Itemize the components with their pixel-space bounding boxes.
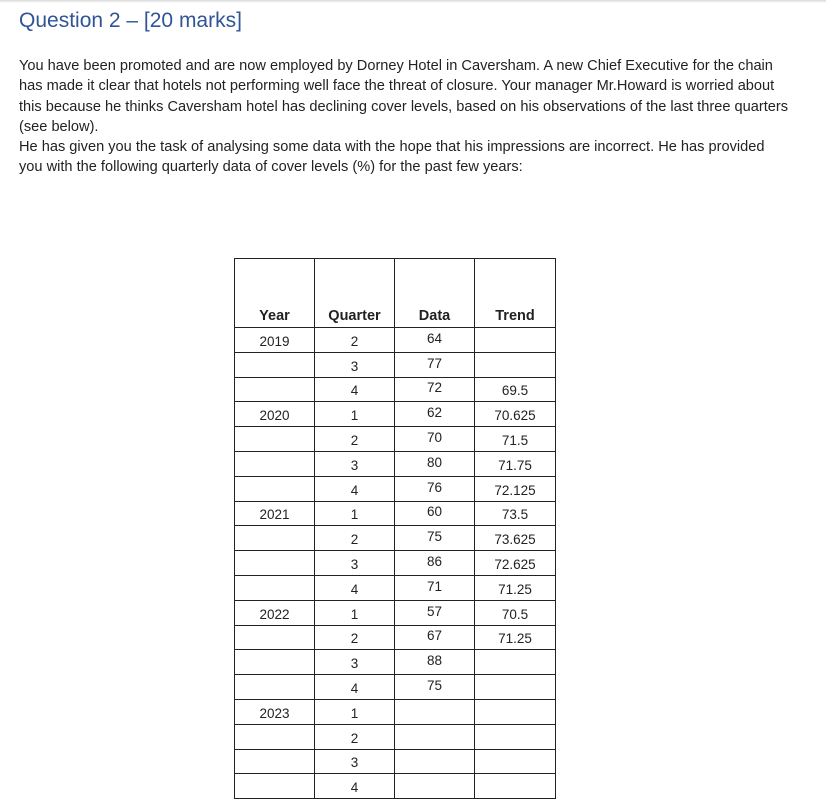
quarter-value: 3	[350, 556, 359, 572]
table-header-row	[235, 259, 556, 328]
data-value: 62	[426, 405, 443, 421]
cell-trend	[475, 724, 556, 749]
quarter-value: 2	[350, 730, 359, 746]
trend-value: 73.625	[494, 532, 536, 548]
year-value: 2023	[259, 705, 290, 721]
cell-data	[395, 600, 475, 625]
table-row	[235, 749, 556, 774]
data-value	[395, 744, 474, 749]
trend-value: 71.25	[498, 631, 532, 647]
year-value: 2021	[259, 507, 290, 523]
cell-quarter	[315, 551, 395, 576]
table-row	[235, 526, 556, 551]
data-value: 80	[426, 454, 443, 470]
data-value: 88	[426, 653, 443, 669]
cell-data	[395, 451, 475, 476]
cell-quarter	[315, 501, 395, 526]
data-value: 75	[426, 529, 443, 545]
cell-quarter	[315, 427, 395, 452]
data-value: 72	[426, 380, 443, 396]
cell-year	[235, 575, 315, 600]
trend-value: 72.625	[494, 556, 536, 572]
cell-data	[395, 352, 475, 377]
data-value	[395, 719, 474, 724]
question-heading: Question 2 – [20 marks]	[19, 9, 242, 32]
cell-trend	[475, 774, 556, 799]
data-value: 75	[426, 677, 443, 693]
table-row	[235, 551, 556, 576]
data-value	[395, 768, 474, 773]
quarter-value: 2	[350, 532, 359, 548]
quarter-value: 3	[350, 457, 359, 473]
cell-trend	[475, 427, 556, 452]
cell-trend	[475, 625, 556, 650]
cell-quarter	[315, 402, 395, 427]
year-value: 2019	[259, 333, 290, 349]
data-value: 64	[426, 330, 443, 346]
paragraph-intro: You have been promoted and are now employed by Dorney Hotel in Caversham. A new Chief Executive for the chain has made it clear that hotels not performing well face the threat of closure. Your manager Mr.Howard is worried about this because he thinks Caversham hotel has declining cover levels, based on his observations of the last three quarters (see below).	[19, 58, 789, 135]
cell-data	[395, 377, 475, 402]
year-value: 2022	[259, 606, 290, 622]
table-row	[235, 402, 556, 427]
cell-year	[235, 476, 315, 501]
quarter-value: 4	[350, 581, 359, 597]
data-value: 60	[426, 504, 443, 520]
cell-year	[235, 328, 315, 353]
cell-quarter	[315, 650, 395, 675]
cell-year	[235, 675, 315, 700]
quarter-value: 2	[350, 432, 359, 448]
cell-trend	[475, 650, 556, 675]
cell-trend	[475, 328, 556, 353]
table-row	[235, 600, 556, 625]
cell-quarter	[315, 600, 395, 625]
table-row	[235, 377, 556, 402]
quarter-value: 4	[350, 680, 359, 696]
cell-quarter	[315, 328, 395, 353]
cell-data	[395, 699, 475, 724]
table-row	[235, 675, 556, 700]
cell-trend	[475, 377, 556, 402]
header-trend: Trend	[475, 259, 556, 328]
trend-value: 73.5	[501, 507, 529, 523]
header-data: Data	[395, 259, 475, 328]
year-value	[235, 796, 314, 798]
table-row	[235, 724, 556, 749]
cell-data	[395, 749, 475, 774]
cell-year	[235, 625, 315, 650]
cell-data	[395, 402, 475, 427]
cell-quarter	[315, 352, 395, 377]
trend-value: 70.625	[494, 408, 536, 424]
paragraph-task: He has given you the task of analysing some data with the hope that his impressions are incorrect. He has provided you with the following quarterly data of cover levels (%) for the past few years:	[19, 139, 765, 176]
cell-year	[235, 402, 315, 427]
table-row	[235, 625, 556, 650]
cell-year	[235, 724, 315, 749]
table-row	[235, 699, 556, 724]
data-value: 70	[426, 429, 443, 445]
cell-trend	[475, 476, 556, 501]
cell-year	[235, 427, 315, 452]
cell-quarter	[315, 526, 395, 551]
cell-quarter	[315, 675, 395, 700]
cell-year	[235, 377, 315, 402]
quarter-value: 1	[350, 705, 359, 721]
trend-value: 71.5	[501, 432, 529, 448]
quarter-value: 4	[350, 383, 359, 399]
cell-trend	[475, 526, 556, 551]
table-row	[235, 476, 556, 501]
quarter-value: 4	[350, 482, 359, 498]
quarter-value: 3	[350, 656, 359, 672]
cell-data	[395, 501, 475, 526]
trend-value: 70.5	[501, 606, 529, 622]
cell-trend	[475, 352, 556, 377]
cell-trend	[475, 551, 556, 576]
cell-data	[395, 675, 475, 700]
table-row	[235, 774, 556, 799]
data-value	[395, 793, 474, 798]
cell-trend	[475, 451, 556, 476]
cell-trend	[475, 699, 556, 724]
data-value: 76	[426, 479, 443, 495]
quarter-value: 2	[350, 333, 359, 349]
table-row	[235, 575, 556, 600]
data-value: 71	[426, 578, 443, 594]
trend-value: 71.25	[498, 581, 532, 597]
cell-trend	[475, 402, 556, 427]
table-row	[235, 501, 556, 526]
cell-quarter	[315, 699, 395, 724]
year-value: 2020	[259, 408, 290, 424]
cell-trend	[475, 749, 556, 774]
cell-year	[235, 526, 315, 551]
cell-quarter	[315, 724, 395, 749]
cell-year	[235, 774, 315, 799]
quarter-value: 1	[350, 606, 359, 622]
cell-data	[395, 427, 475, 452]
cell-trend	[475, 501, 556, 526]
table-row	[235, 328, 556, 353]
cell-year	[235, 501, 315, 526]
quarter-value: 1	[350, 507, 359, 523]
data-value: 86	[426, 553, 443, 569]
cell-quarter	[315, 625, 395, 650]
cell-quarter	[315, 575, 395, 600]
quarter-value: 2	[350, 631, 359, 647]
cell-quarter	[315, 774, 395, 799]
table-row	[235, 451, 556, 476]
cell-quarter	[315, 476, 395, 501]
quarter-value: 1	[350, 408, 359, 424]
table-row	[235, 352, 556, 377]
quarter-value: 3	[350, 755, 359, 771]
table-row	[235, 650, 556, 675]
cell-data	[395, 476, 475, 501]
cell-data	[395, 625, 475, 650]
cell-quarter	[315, 749, 395, 774]
cell-year	[235, 352, 315, 377]
table-row	[235, 427, 556, 452]
data-value: 57	[426, 603, 443, 619]
cell-data	[395, 650, 475, 675]
cell-quarter	[315, 377, 395, 402]
cell-year	[235, 451, 315, 476]
page-top-edge	[0, 0, 826, 3]
cover-levels-table	[234, 258, 556, 799]
cell-data	[395, 724, 475, 749]
cell-trend	[475, 675, 556, 700]
data-value: 77	[426, 355, 443, 371]
cell-trend	[475, 600, 556, 625]
cell-quarter	[315, 451, 395, 476]
cell-trend	[475, 575, 556, 600]
cell-data	[395, 328, 475, 353]
cell-year	[235, 749, 315, 774]
header-year: Year	[235, 259, 315, 328]
quarter-value: 4	[350, 780, 359, 796]
cell-year	[235, 650, 315, 675]
cell-data	[395, 551, 475, 576]
trend-value: 72.125	[494, 482, 536, 498]
cell-year	[235, 551, 315, 576]
quarter-value: 3	[350, 358, 359, 374]
header-quarter: Quarter	[315, 259, 395, 328]
data-value: 67	[426, 628, 443, 644]
cell-year	[235, 699, 315, 724]
cell-data	[395, 526, 475, 551]
trend-value	[475, 796, 555, 798]
trend-value: 71.75	[498, 457, 532, 473]
table-body	[235, 328, 556, 799]
cell-data	[395, 575, 475, 600]
trend-value: 69.5	[501, 383, 529, 399]
cell-data	[395, 774, 475, 799]
question-body	[19, 56, 789, 178]
cell-year	[235, 600, 315, 625]
